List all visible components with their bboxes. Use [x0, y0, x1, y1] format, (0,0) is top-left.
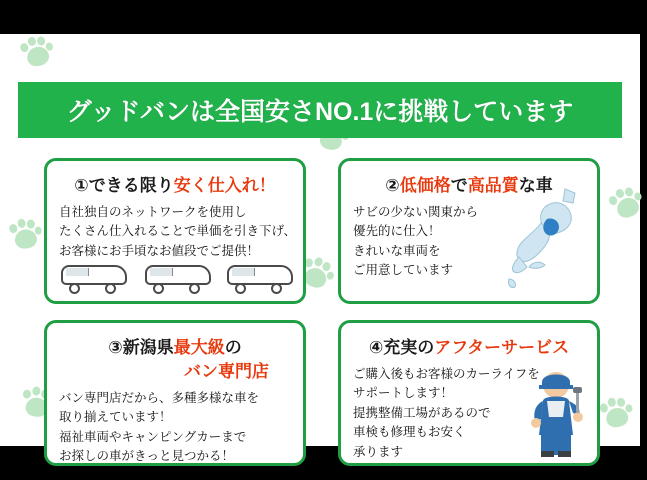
feature-card-3-line-2: 取り揃えています！ [59, 410, 172, 425]
headline-text: グッドバンは全国安さNO.1に挑戦しています [66, 98, 574, 126]
feature-card-2-line-1: サビの少ない関東から [353, 205, 479, 219]
feature-card-4-line-5: 承ります [353, 444, 404, 459]
feature-card-3-heading-pre: 新潟県 [122, 338, 174, 357]
feature-card-2-heading-post: な車 [518, 176, 553, 195]
feature-card-1-line-3: お客様にお手頃なお値段でご提供！ [59, 243, 260, 258]
feature-card-4-line-2: サポートします！ [353, 386, 454, 401]
japan-map-icon [503, 183, 591, 295]
feature-card-4-number: ④ [368, 338, 384, 357]
feature-card-2-heading-highlight: 低価格 [399, 176, 451, 195]
feature-card-2-line-4: ご用意しています [353, 263, 454, 278]
feature-card-4-heading-highlight: アフターサービス [434, 338, 570, 357]
feature-card-1-heading-pre: できる限り [88, 176, 174, 195]
van-illustrations [61, 259, 295, 293]
feature-card-1-body [59, 203, 297, 261]
feature-card-1 [44, 158, 306, 304]
feature-card-1-number: ① [74, 176, 89, 195]
van-icon [61, 263, 127, 293]
content-panel [0, 34, 640, 464]
van-icon [227, 263, 293, 293]
feature-card-3-number: ③ [108, 338, 123, 357]
feature-card-3-heading-line2-highlight: バン専門店 [184, 362, 269, 381]
van-icon [145, 263, 211, 293]
mechanic-icon [523, 365, 589, 457]
feature-card-2-line-3: きれいな車両を [353, 243, 441, 258]
feature-card-3-heading [47, 333, 303, 358]
feature-card-1-heading-highlight: 安く仕入れ！ [173, 176, 276, 195]
feature-card-3-heading-highlight: 最大級 [173, 338, 225, 357]
feature-card-2-heading-mid: で [450, 176, 468, 195]
feature-card-3-line-1: バン専門店だから、多種多様な車を [59, 391, 260, 405]
feature-card-1-line-1: 自社独自のネットワークを使用し [59, 205, 247, 219]
feature-card-1-heading [47, 171, 303, 196]
feature-card-3-heading-post: の [224, 338, 242, 357]
feature-card-2-body [353, 203, 505, 281]
feature-card-4-body [353, 365, 540, 462]
feature-card-3-heading-line2 [47, 357, 303, 382]
feature-card-3 [44, 320, 306, 466]
feature-card-4-line-4: 車検も修理もお安く [353, 425, 466, 440]
feature-card-3-line-4: お探しの車がきっと見つかる！ [59, 449, 235, 464]
feature-card-4-line-1: ご購入後もお客様のカーライフを [353, 367, 540, 381]
feature-card-2 [338, 158, 600, 304]
feature-card-2-heading-highlight-2: 高品質 [467, 176, 519, 195]
feature-card-4-heading [341, 333, 597, 358]
feature-card-4 [338, 320, 600, 466]
headline-banner [18, 82, 622, 138]
feature-card-4-heading-pre: 充実の [383, 338, 435, 357]
feature-card-4-line-3: 提携整備工場があるので [353, 405, 491, 420]
feature-card-1-line-2: たくさん仕入れることで単価を引き下げ、 [59, 224, 297, 239]
feature-card-2-number: ② [385, 176, 400, 195]
feature-card-3-line-3: 福祉車両やキャンピングカーまで [59, 429, 247, 444]
feature-card-3-body [59, 389, 293, 467]
feature-card-2-line-2: 優先的に仕入！ [353, 224, 441, 239]
